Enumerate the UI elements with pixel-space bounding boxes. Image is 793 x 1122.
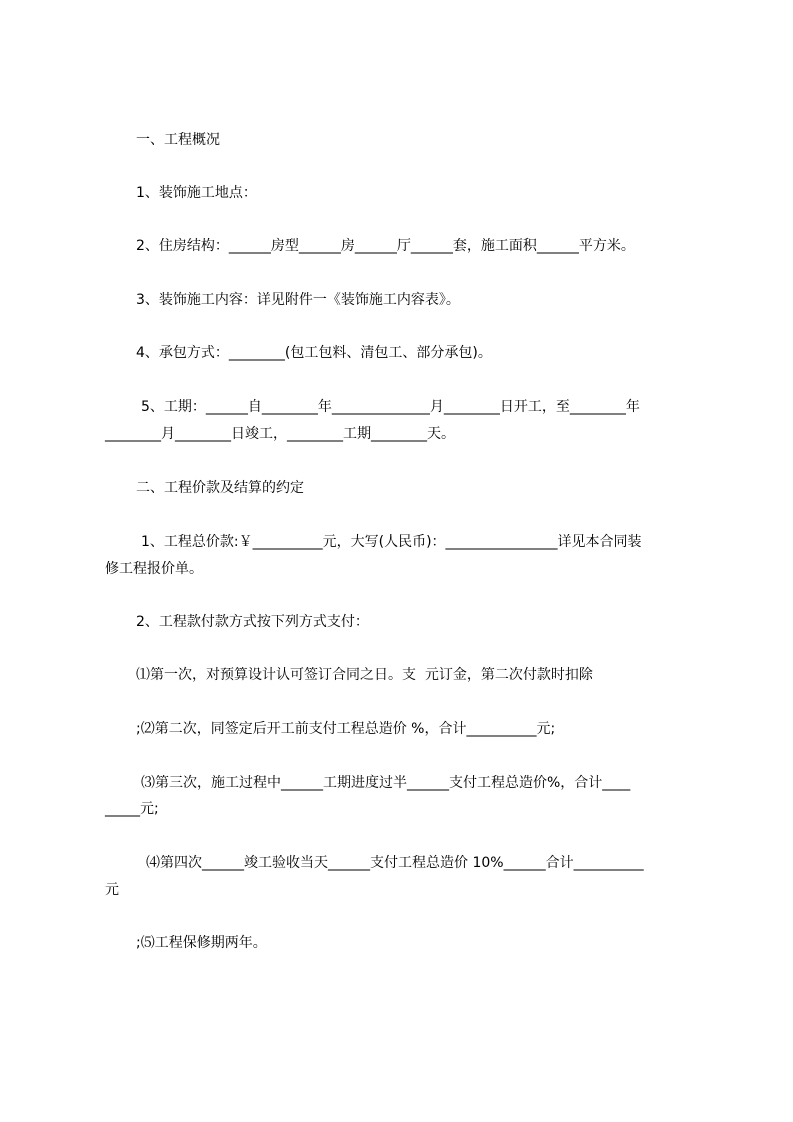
payment-third-line2: _____元; — [105, 801, 159, 817]
section-heading-price-settlement: 二、工程价款及结算的约定 — [136, 480, 304, 496]
payment-third-line1: ⑶第三次，施工过程中______工期进度过半______支付工程总造价%，合计____ — [141, 775, 631, 791]
item-contract-method: 4、承包方式：________(包工包料、清包工、部分承包)。 — [136, 345, 492, 361]
item-duration-line2: ________月________日竣工，________工期________天。 — [105, 426, 455, 442]
item-total-price-line2: 修工程报价单。 — [105, 561, 203, 577]
payment-first: ⑴第一次，对预算设计认可签订合同之日。支 元订金，第二次付款时扣除 — [136, 667, 593, 683]
item-total-price-line1: 1、工程总价款:￥__________元，大写(人民币)：________________详见本合同装 — [141, 534, 642, 550]
item-construction-content: 3、装饰施工内容：详见附件一《装饰施工内容表》。 — [136, 292, 460, 308]
item-payment-method: 2、工程款付款方式按下列方式支付： — [136, 614, 369, 630]
item-housing-structure: 2、住房结构：______房型______房______厅______套，施工面积______平方米。 — [136, 238, 635, 254]
section-heading-overview: 一、工程概况 — [136, 132, 220, 148]
payment-fourth-line1: ⑷第四次______竣工验收当天______支付工程总造价 10%______合计__________ — [146, 855, 644, 871]
item-construction-location: 1、装饰施工地点： — [136, 185, 257, 201]
payment-second: ;⑵第二次，同签定后开工前支付工程总造价 %，合计__________元; — [136, 721, 556, 737]
item-duration-line1: 5、工期：______自________年______________月________日开工，至________年 — [141, 399, 640, 415]
warranty-period: ;⑸工程保修期两年。 — [136, 935, 267, 951]
payment-fourth-line2: 元 — [105, 882, 119, 898]
